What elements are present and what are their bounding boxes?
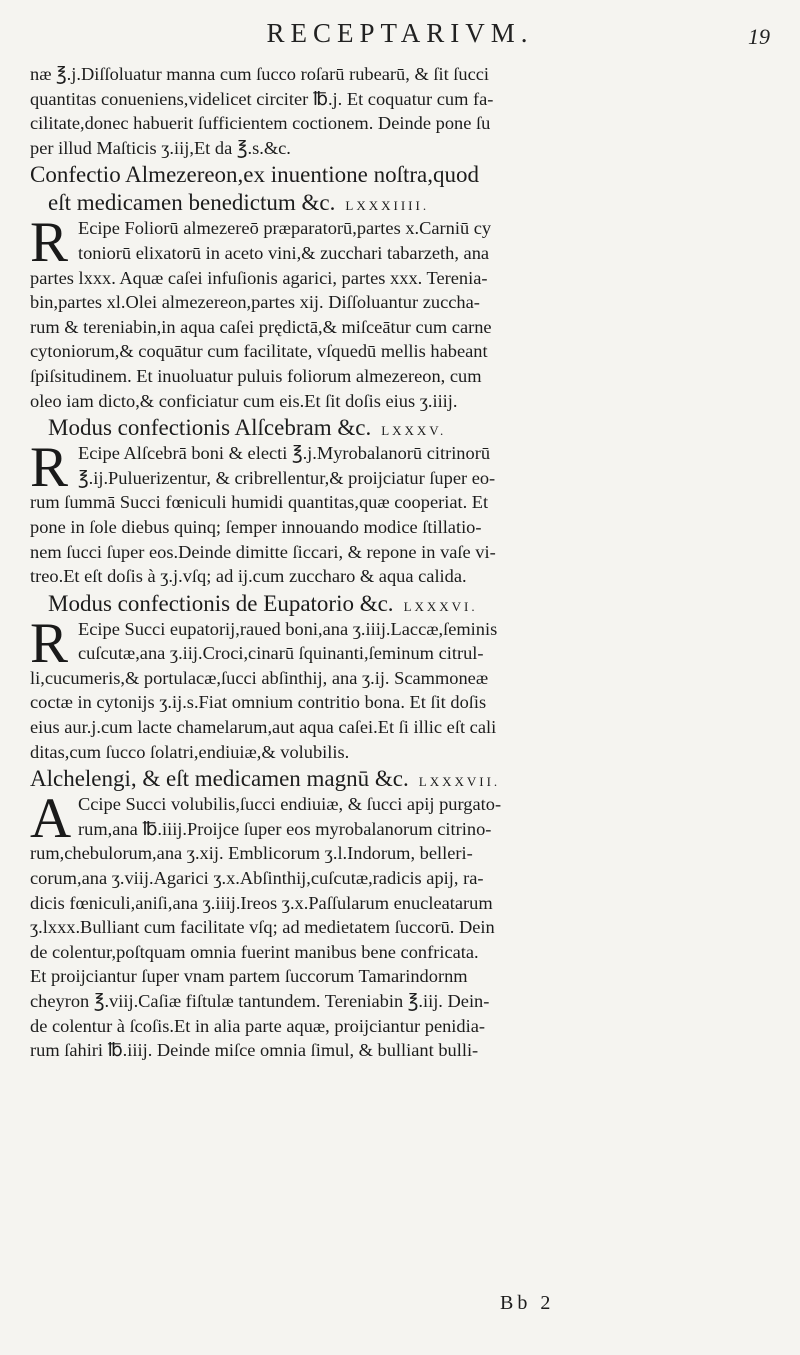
text-line: quantitas conueniens,videlicet circiter ℔.j. Et coquatur cum fa-: [30, 88, 494, 109]
text-line: Ecipe Alſcebrā boni & electi ℥.j.Myrobalanorū citrinorū: [78, 443, 491, 464]
drop-cap: R: [30, 611, 69, 675]
drop-cap: R: [30, 211, 69, 275]
recipe-paragraph-84: [30, 211, 770, 413]
text-line: bin,partes xl.Olei almezereon,partes xij. Diſſoluantur zuccha-: [30, 292, 480, 313]
text-line: rum & tereniabin,in aqua caſei prędictā,& miſceātur cum carne: [30, 316, 492, 337]
text-line: Ecipe Foliorū almezereō præparatorū,partes x.Carniū cy: [78, 218, 492, 239]
text-line: eius aur.j.cum lacte chamelarum,aut aqua caſei.Et ſi illic eſt cali: [30, 717, 497, 738]
text-line: ſpiſsitudinem. Et inuoluatur puluis foliorum almezereon, cum: [30, 365, 482, 386]
recipe-paragraph-85: [30, 436, 770, 589]
text-body: [30, 62, 770, 1063]
text-line: rum ſummā Succi fœniculi humidi quantitas,quæ cooperiat. Et: [30, 492, 489, 513]
page-number: 19: [748, 24, 770, 49]
heading-title: Confectio Almezereon,ex inuentione noſtra,quod: [30, 162, 480, 188]
text-line: nem ſucci ſuper eos.Deinde dimitte ſiccari, & repone in vaſe vi-: [30, 541, 496, 562]
recipe-heading-84-cont: [30, 189, 770, 216]
recipe-heading-86: [30, 590, 770, 617]
text-line: partes lxxx. Aquæ caſei infuſionis agarici, partes xxx. Terenia-: [30, 267, 488, 288]
text-line: ℥.ij.Puluerizentur, & cribrellentur,& proijciatur ſuper eo-: [78, 467, 496, 488]
heading-title: Modus confectionis Alſcebram &c.: [48, 415, 372, 441]
text-line: Et proijciantur ſuper vnam partem ſuccorum Tamarindornm: [30, 966, 468, 987]
text-line: Ecipe Succi eupatorij,raued boni,ana ʒ.iiij.Laccæ,ſeminis: [78, 618, 498, 639]
heading-title-cont: eſt medicamen benedictum &c.: [48, 190, 336, 216]
recipe-number: LXXXV.: [381, 423, 447, 439]
recipe-heading-87: [30, 765, 770, 792]
signature-mark: Bb 2: [500, 1292, 555, 1314]
heading-title: Modus confectionis de Eupatorio &c.: [48, 590, 394, 616]
page-header: [0, 18, 800, 58]
text-line: cilitate,donec habuerit ſufficientem coctionem. Deinde pone ſu: [30, 113, 491, 134]
recipe-number: LXXXIIII.: [345, 198, 430, 214]
text-line: cuſcutæ,ana ʒ.iij.Croci,cinarū ſquinanti,ſeminum citrul-: [78, 643, 484, 664]
text-line: de colentur à ſcoſis.Et in alia parte aquæ, proijciantur penidia-: [30, 1015, 486, 1036]
text-line: dicis fœniculi,aniſi,ana ʒ.iiij.Ireos ʒ.x.Paſſularum enucleatarum: [30, 892, 493, 913]
text-line: de colentur,poſtquam omnia fuerint manibus bene confricata.: [30, 941, 479, 962]
text-line: toniorū elixatorū in aceto vini,& zucchari tabarzeth, ana: [78, 242, 490, 263]
recipe-heading-84: [30, 161, 770, 188]
recipe-number: LXXXVI.: [403, 598, 478, 614]
text-line: rum ſahiri ℔.iiij. Deinde miſce omnia ſimul, & bulliant bulli-: [30, 1040, 479, 1061]
drop-cap: A: [30, 787, 72, 851]
text-line: per illud Maſticis ʒ.iij,Et da ℥.s.&c.: [30, 137, 291, 158]
page-footer: [0, 1292, 800, 1322]
text-line: corum,ana ʒ.viij.Agarici ʒ.x.Abſinthij,cuſcutæ,radicis apij, ra-: [30, 868, 484, 889]
recipe-number: LXXXVII.: [418, 774, 501, 790]
text-line: coctæ in cytonijs ʒ.ij.s.Fiat omnium contritio bona. Et ſit doſis: [30, 692, 487, 713]
recipe-paragraph-86: [30, 611, 770, 765]
text-line: Ccipe Succi volubilis,ſucci endiuiæ, & ſucci apij purgato-: [78, 794, 502, 815]
running-head: RECEPTARIVM.: [266, 18, 534, 48]
text-line: rum,chebulorum,ana ʒ.xij. Emblicorum ʒ.l.Indorum, belleri-: [30, 843, 473, 864]
text-line: cytoniorum,& coquātur cum facilitate, vſquedū mellis habeant: [30, 341, 488, 362]
recipe-paragraph-87: [30, 787, 770, 1063]
text-line: ditas,cum ſucco ſolatri,endiuiæ,& volubilis.: [30, 741, 350, 762]
drop-cap: R: [30, 436, 69, 500]
text-line: ʒ.lxxx.Bulliant cum facilitate vſq; ad medietatem ſuccorū. Dein: [30, 917, 495, 938]
text-line: oleo iam dicto,& conficiatur cum eis.Et ſit doſis eius ʒ.iiij.: [30, 390, 458, 411]
text-line: cheyron ℥.viij.Caſiæ fiſtulæ tantundem. Tereniabin ℥.iij. Dein-: [30, 991, 490, 1011]
text-line: rum,ana ℔.iiij.Proijce ſuper eos myrobalanorum citrino-: [78, 818, 492, 839]
text-line: li,cucumeris,& portulacæ,ſucci abſinthij, ana ʒ.ij. Scammoneæ: [30, 667, 489, 688]
text-line: pone in ſole diebus quinq; ſemper innouando modice ſtillatio-: [30, 516, 482, 537]
heading-title: Alchelengi, & eſt medicamen magnū &c.: [30, 766, 409, 792]
text-line: treo.Et eſt doſis à ʒ.j.vſq; ad ij.cum zuccharo & aqua calida.: [30, 566, 467, 587]
recipe-heading-85: [30, 414, 770, 441]
text-line: næ ℥.j.Diſſoluatur manna cum ſucco roſarū rubearū, & ſit ſucci: [30, 64, 490, 84]
paragraph-continued: [30, 62, 770, 160]
